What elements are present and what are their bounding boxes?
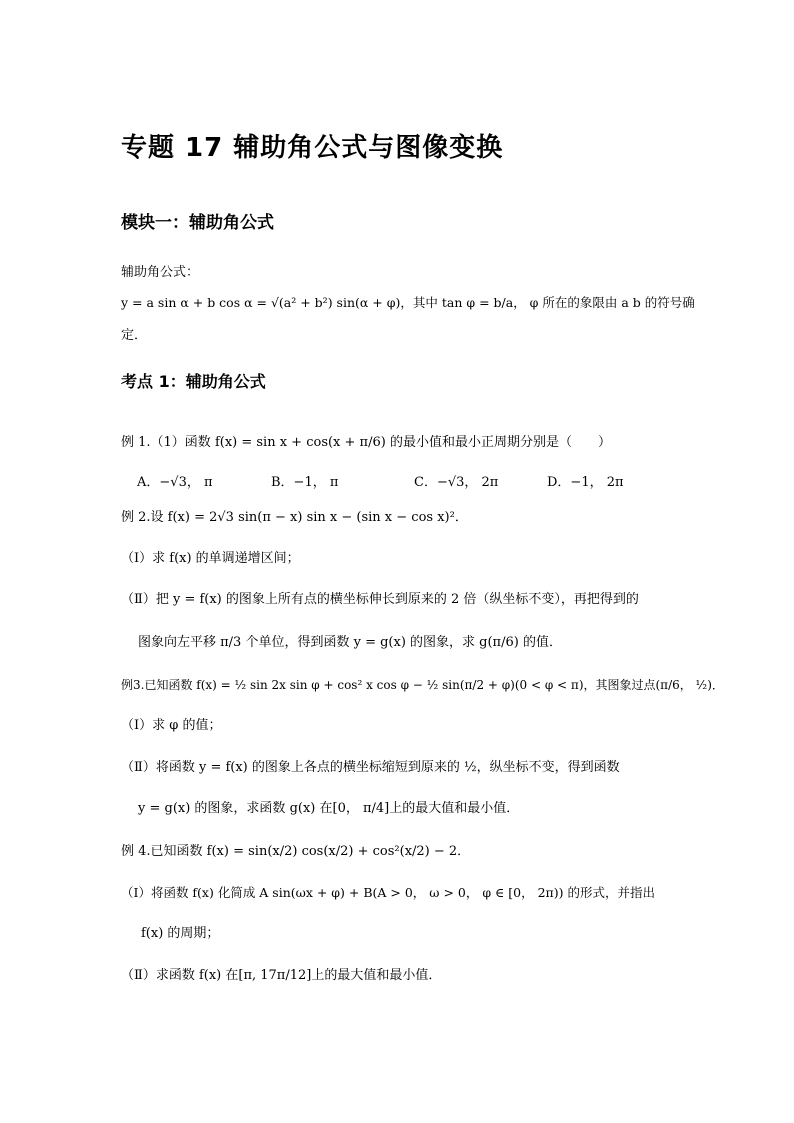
example-3-part-2-continued: y = g(x) 的图象，求函数 g(x) 在[0， π/4]上的最大值和最小值． — [138, 801, 520, 816]
example-1-option-b: B．−1， π — [271, 475, 339, 490]
example-4-part-2: （Ⅱ）求函数 f(x) 在[π, 17π/12]上的最大值和最小值． — [121, 968, 442, 983]
example-4-stem: 例 4.已知函数 f(x) = sin(x/2) cos(x/2) + cos²(x/2) − 2． — [121, 844, 471, 859]
topic-heading: 考点 1：辅助角公式 — [121, 372, 266, 391]
example-3-part-1: （Ⅰ）求 φ 的值； — [121, 718, 222, 733]
example-1-option-d: D．−1， 2π — [547, 475, 624, 490]
example-2-part-2-continued: 图象向左平移 π/3 个单位，得到函数 y = g(x) 的图象，求 g(π/6) 的值． — [138, 635, 562, 650]
example-2-stem: 例 2.设 f(x) = 2√3 sin(π − x) sin x − (sin x − cos x)²． — [121, 510, 468, 525]
example-3-part-2: （Ⅱ）将函数 y = f(x) 的图象上各点的横坐标缩短到原来的 ½，纵坐标不变，得到函数 — [121, 760, 620, 775]
example-3-stem: 例3.已知函数 f(x) = ½ sin 2x sin φ + cos² x cos φ − ½ sin(π/2 + φ)(0 < φ < π)，其图象过点(π/6， ½)． — [121, 678, 724, 692]
module-heading: 模块一：辅助角公式 — [121, 213, 274, 233]
example-4-part-1: （Ⅰ）将函数 f(x) 化简成 A sin(ωx + φ) + B(A > 0， ω > 0， φ ∈ [0， 2π)) 的形式，并指出 — [121, 885, 655, 900]
example-2-part-2: （Ⅱ）把 y = f(x) 的图象上所有点的横坐标伸长到原来的 2 倍（纵坐标不变），再把得到的 — [121, 592, 639, 607]
intro-label: 辅助角公式： — [121, 265, 200, 280]
example-2-part-1: （Ⅰ）求 f(x) 的单调递增区间； — [121, 551, 300, 566]
example-4-part-1-continued: f(x) 的周期； — [141, 926, 220, 941]
example-1-stem: 例 1.（1）函数 f(x) = sin x + cos(x + π/6) 的最小值和最小正周期分别是（ ） — [121, 435, 611, 450]
page-title: 专题 17 辅助角公式与图像变换 — [121, 133, 504, 163]
formula-line: y = a sin α + b cos α = √(a² + b²) sin(α + φ)，其中 tan φ = b/a， φ 所在的象限由 a b 的符号确 — [121, 295, 695, 310]
example-1-option-c: C．−√3， 2π — [414, 475, 499, 490]
formula-line-continued: 定． — [121, 328, 148, 343]
example-1-option-a: A．−√3， π — [137, 475, 213, 490]
